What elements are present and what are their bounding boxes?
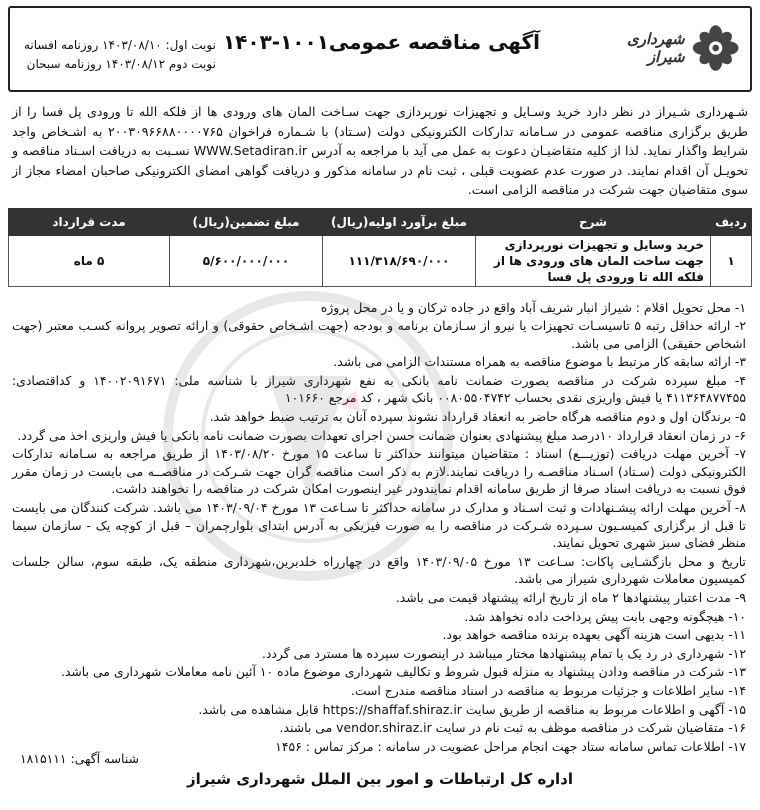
list-item: ۳- ارائه سابقه کار مرتبط با موضوع مناقصه به همراه مستندات الزامی می باشد. <box>333 354 746 370</box>
shiraz-municipality-logo <box>590 20 740 76</box>
list-item: ۱۵- آگهی و اطلاعات مربوط به مناقصه از طریق سایت https://shaffaf.shiraz.ir قابل مشاهده می باشد. <box>198 701 746 717</box>
publication-schedule <box>24 36 216 74</box>
table-row <box>9 235 752 286</box>
notice-title: آگهی مناقصه عمومی۱۰۰۱-۱۴۰۳ <box>222 30 540 54</box>
list-item: ۱۴- سایر اطلاعات و جزئیات مربوط به مناقصه در اسناد مناقصه مندرج است. <box>350 682 746 698</box>
list-item: ۵- برندگان اول و دوم مناقصه هرگاه حاضر به انعقاد قرارداد نشوند سپرده آنان به ترتیب ضبط خواهد شد. <box>209 409 746 425</box>
tender-notice <box>8 6 752 796</box>
list-item: ۴- مبلغ سپرده شرکت در مناقصه بصورت ضمانت نامه بانکی به نفع شهرداری شیراز با شناسه ملی: ۱۴۰۰۲۰۹۱۶۷۱ و کداقتصادی: ۴۱۱۳۶۴۸۷۷۴۵۵ یا فیش واریزی نقدی بحساب ۰۰۸۰۵۵۰۴۷۴۲ بانک شهر ، کد مرجع ۱۰۱۶۶۰ <box>12 372 746 406</box>
cell-row: ۱ <box>711 235 752 286</box>
municipality-emblem-icon <box>691 22 740 74</box>
list-item: ۱- محل تحویل اقلام : شیراز انبار شریف آباد واقع در جاده ترکان و یا در محل پروژه <box>320 299 746 315</box>
list-item: ۲- ارائه حداقل رتبه ۵ تاسیسـات تجهیزات یا نیرو از سـازمان برنامه و بودجه (جهت اشـخاص حقوقی) و ارائه تصویر پروانه کسـب معتبر (جهت اشخاص حقیقی) الزامی می باشد. <box>12 318 746 351</box>
publication-first: نوبت اول: ۱۴۰۳/۰۸/۱۰ روزنامه افسانه <box>24 38 216 52</box>
col-estimate: مبلغ برآورد اولیه(ریال) <box>323 208 476 235</box>
cell-duration: ۵ ماه <box>9 235 170 286</box>
list-item: ۱۰- هیچگونه وجهی بابت پیش پرداخت داده نخواهد شد. <box>464 608 746 624</box>
list-item: ۶- در زمان انعقاد قرارداد ۱۰درصد مبلغ پیشنهادی بعنوان ضمانت حسن اجرای تعهدات بصورت ضمانت نامه بانکی یا فیش واریزی اخذ می گردد. <box>17 427 746 443</box>
list-item: ۸- آخرین مهلت ارائه پیشـنهادات و ثبت اسـناد و مدارک در سامانه حداکثر تا سـاعت ۱۳ مورخ ۱۴۰۳/۰۹/۰۴ می باشد. شرکت کنندگان می بایست تا قبل از برگزاری کمیسـیون سـپرده شـرکت در مناقصه را به صورت فیزیکی به آدرس ابتدای بلوارچمران – قبل از کوچه یک - سازمان سیما منظر فضای سبز شهری تحویل نمایند. <box>12 500 746 551</box>
col-guarantee: مبلغ تضمین(ریال) <box>170 208 323 235</box>
tender-table <box>8 208 752 287</box>
list-item: ۹- مدت اعتبار پیشنهادها ۲ ماه از تاریخ ارائه پیشنهاد قیمت می باشد. <box>395 590 746 605</box>
issuing-department: اداره کل ارتباطات و امور بین الملل شهرداری شیراز <box>187 770 573 788</box>
list-item: ۷- آخرین مهلت دریافت (توزیـــع) اسناد : متقاضیان میتوانند حداکثر تا ساعت ۱۵ مورخ ۱۴۰۳/۰۸/۲۰ از طریق مراجعه به سـامانه تدارکات الکترونیکی دولت (سـتاد) اسـناد مناقصـه را دریافت نمایند.لازم به ذکر است مناقصه گران جهت شـرکت در مناقصــه می بایست در زمان مقرر فوق نسبت به دریافت اسناد صرفا از طریق سامانه اقدام نمایندودر غیر اینصورت امکان شرکت در مناقصه را نخواهند داشت. <box>12 446 746 497</box>
cell-guarantee: ۵/۶۰۰/۰۰۰/۰۰۰ <box>170 235 323 286</box>
col-duration: مدت قرارداد <box>9 208 170 235</box>
list-item: ۱۱- بدیهی است هزینه آگهی بعهده برنده مناقصه خواهد بود. <box>442 627 746 643</box>
col-row: ردیف <box>711 208 752 235</box>
col-desc: شرح <box>476 208 711 235</box>
logo-wordmark: شهرداری شیراز <box>627 30 685 66</box>
cell-desc: خرید وسایل و تجهیزات نورپردازی جهت ساخت المان های ورودی ها از فلکه الله تا ورودی پل فسا <box>476 235 711 286</box>
list-item: ۱۷- اطلاعات تماس سامانه ستاد جهت انجام مراحل عضویت در سامانه : مرکز تماس : ۱۴۵۶ <box>275 738 746 754</box>
ad-id: شناسه آگهی: ۱۸۱۵۱۱۱ <box>20 751 139 766</box>
intro-paragraph: شـهرداری شـیراز در نظر دارد خرید وسـایل و تجهیزات نورپردازی جهت سـاخت المان های ورودی ها از فلکه الله تا ورودی پل فسا را از طریق برگزاری مناقصه عمومی در سـامانه تدارکات الکترونیکی دولت (سـتاد) با شـماره فراخوان ۲۰۰۳۰۹۶۶۸۸۰۰۰۰۷۶۵ به اشـخاص واجد شرایط واگذار نماید. لذا از کلیه متقاضیـان دعوت به عمل می آید با مراجعه به آدرس WWW.Setadiran.ir نسـبت به دریافت اسـناد مناقصه و تحویـل آن اقدام نمایند. در صورت عدم عضویت قبلی ، ثبت نام در سامانه مذکور و دریافت گواهی امضای الکترونیکی صاحبان امضاء مجاز از سوی متقاضیان جهت شرکت در مناقصه الزامی است. <box>12 104 749 197</box>
notice-header <box>8 6 752 92</box>
list-item: ۱۲- شهرداری در رد یک یا تمام پیشنهادها مختار میباشد در اینصورت سپرده ها مسترد می گردد. <box>261 645 746 661</box>
publication-second: نوبت دوم ۱۴۰۳/۰۸/۱۲ روزنامه سبحان <box>26 57 216 71</box>
cell-estimate: ۱۱۱/۳۱۸/۶۹۰/۰۰۰ <box>323 235 476 286</box>
conditions-list <box>8 299 752 756</box>
list-item: تاریخ و محل بازگشـایی پاکات: سـاعت ۱۳ مورخ ۱۴۰۳/۰۹/۰۵ واقع در چهارراه خلدبرین،شهرداری منطقه یک، طبقه سوم، سالن جلسات کمیسیون معاملات شهرداری شیراز می باشد. <box>12 553 746 587</box>
table-header-row <box>9 208 752 235</box>
list-item: ۱۳- شرکت در مناقصه ودادن پیشنهاد به منزله قبول شروط و تکالیف شهرداری موضوع ماده ۱۰ آئین نامه معاملات شهرداری می باشد. <box>60 664 746 680</box>
list-item: ۱۶- متقاضیان شرکت در مناقصه موظف به ثبت نام در سایت vendor.shiraz.ir می باشند. <box>279 720 746 736</box>
